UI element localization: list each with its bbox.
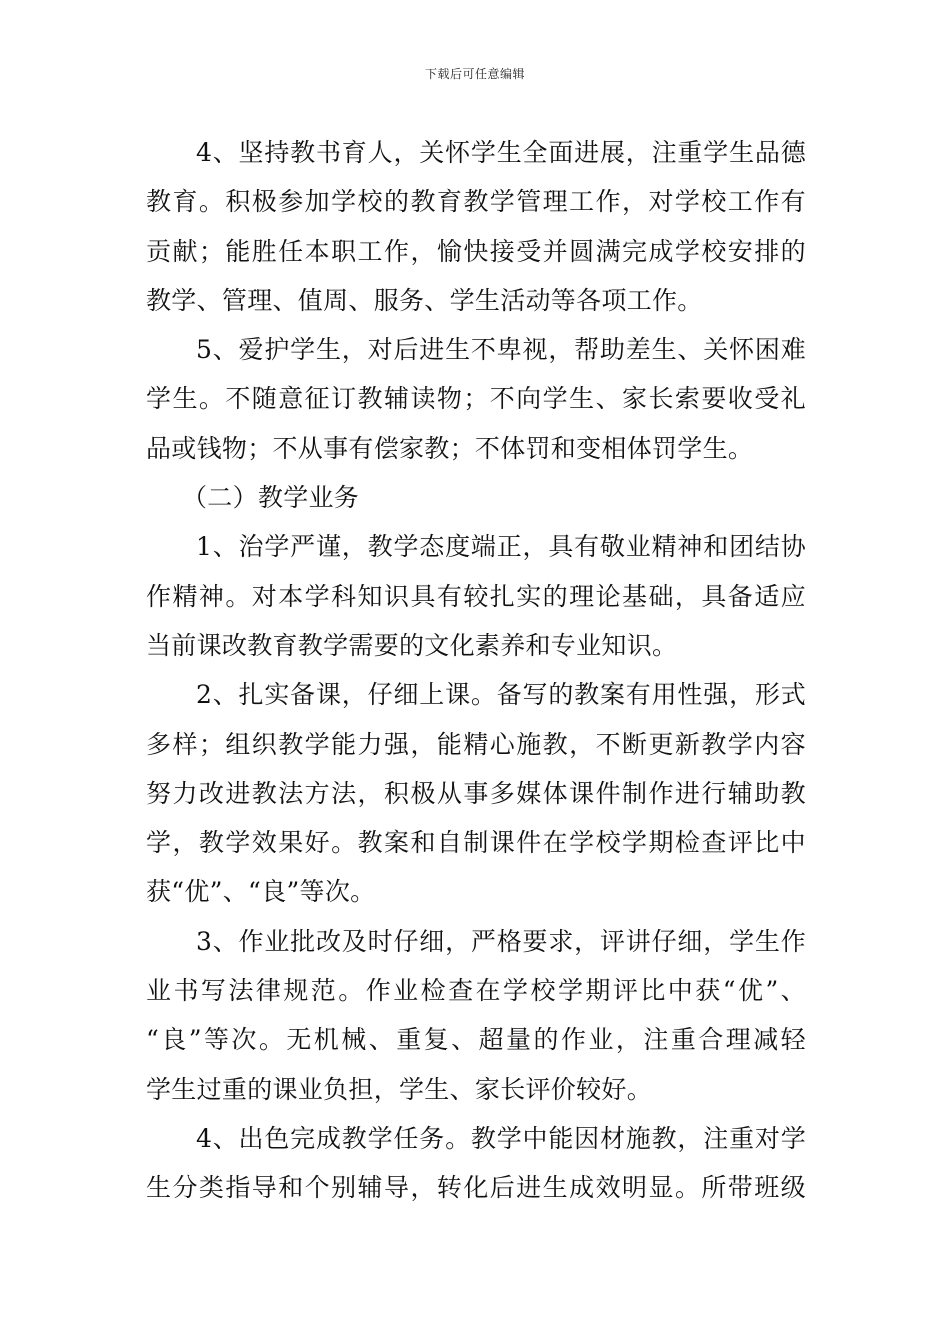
paragraph-line: 品或钱物；不从事有偿家教；不体罚和变相体罚学生。 — [146, 433, 754, 463]
paragraph-line: 1、治学严谨，教学态度端正，具有敬业精神和团结协 — [196, 532, 806, 562]
paragraph-line: 教育。积极参加学校的教育教学管理工作，对学校工作有 — [146, 187, 806, 217]
paragraph-line: “良”等次。无机械、重复、超量的作业，注重合理减轻 — [146, 1025, 806, 1055]
paragraph-line: 贡献；能胜任本职工作，愉快接受并圆满完成学校安排的 — [146, 236, 806, 266]
paragraph-line: 努力改进教法方法，积极从事多媒体课件制作进行辅助教 — [146, 778, 806, 808]
section-heading: （二）教学业务 — [182, 483, 360, 513]
paragraph-line: 5、爱护学生，对后进生不卑视，帮助差生、关怀困难 — [196, 335, 806, 365]
paragraph-line: 生分类指导和个别辅导，转化后进生成效明显。所带班级 — [146, 1173, 806, 1203]
paragraph-line: 2、扎实备课，仔细上课。备写的教案有用性强，形式 — [196, 680, 806, 710]
paragraph-line: 4、出色完成教学任务。教学中能因材施教，注重对学 — [196, 1123, 806, 1153]
paragraph-line: 业书写法律规范。作业检查在学校学期评比中获“优”、 — [146, 976, 806, 1006]
paragraph-line: 3、作业批改及时仔细，严格要求，评讲仔细，学生作 — [196, 926, 806, 956]
paragraph-line: 多样；组织教学能力强，能精心施教，不断更新教学内容 — [146, 729, 806, 759]
page-header: 下载后可任意编辑 — [424, 67, 525, 81]
paragraph-line: 学生。不随意征订教辅读物；不向学生、家长索要收受礼 — [146, 384, 806, 414]
paragraph-line: 4、坚持教书育人，关怀学生全面进展，注重学生品德 — [196, 138, 806, 167]
document-body — [146, 128, 806, 1213]
paragraph-line: 作精神。对本学科知识具有较扎实的理论基础，具备适应 — [146, 581, 806, 611]
paragraph-line: 教学、管理、值周、服务、学生活动等各项工作。 — [146, 285, 703, 315]
paragraph-line: 当前课改教育教学需要的文化素养和专业知识。 — [146, 630, 678, 660]
paragraph-line: 学生过重的课业负担，学生、家长评价较好。 — [146, 1074, 653, 1104]
paragraph-line: 获“优”、“良”等次。 — [146, 877, 376, 907]
paragraph-line: 学，教学效果好。教案和自制课件在学校学期检查评比中 — [146, 828, 806, 858]
